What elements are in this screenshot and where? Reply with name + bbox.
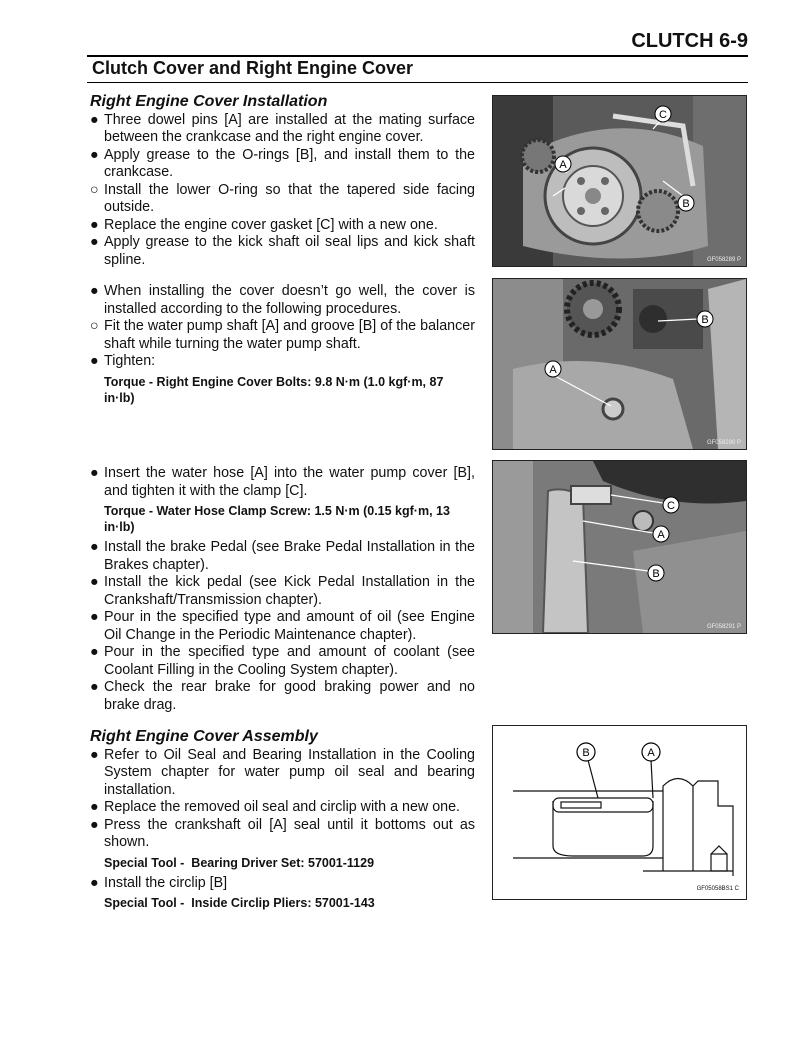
section-rule [87, 82, 748, 83]
callout-b [648, 565, 664, 581]
installation-title: Right Engine Cover Installation [90, 93, 328, 110]
assembly-block [90, 728, 475, 915]
figure-code: GF058289 P [706, 257, 741, 263]
callout-a [653, 526, 669, 542]
engine-cover-photo [492, 95, 747, 267]
list-item: ● Apply grease to the kick shaft oil seal lips and kick shaft spline. [90, 234, 475, 268]
list-item: ● Install the brake Pedal (see Brake Pedal Installation in the Brakes chapter). [90, 539, 475, 573]
list-item: ● Pour in the specified type and amount of coolant (see Coolant Filling in the Cooling System chapter). [90, 644, 475, 678]
svg-text:A: A [657, 529, 665, 541]
header-rule [87, 55, 748, 57]
list-item: ● When installing the cover doesn’t go well, the cover is installed according to the following procedures. [90, 283, 475, 317]
list-item: ● Install the circlip [B] [90, 874, 228, 891]
water-pump-shaft-photo [492, 278, 747, 450]
list-item: ● Tighten: [90, 353, 156, 369]
cover-procedure-block [90, 283, 475, 410]
section-title: Clutch Cover and Right Engine Cover [92, 58, 414, 78]
svg-text:A: A [559, 159, 567, 171]
list-item: ● Replace the removed oil seal and circlip with a new one. [90, 799, 461, 815]
svg-text:A: A [549, 364, 557, 376]
list-item: ● Insert the water hose [A] into the water pump cover [B], and tighten it with the clamp [C]. [90, 465, 475, 499]
special-tool-spec: Special Tool - Inside Circlip Pliers: 57001-143 [104, 896, 375, 910]
callout-b [697, 311, 713, 327]
svg-text:C: C [659, 109, 667, 121]
special-tool-spec: Special Tool - Bearing Driver Set: 57001-1129 [104, 855, 375, 870]
hose-block [90, 465, 475, 714]
callout-a [545, 361, 561, 377]
list-item: ○ Fit the water pump shaft [A] and groove [B] of the balancer shaft while turning the water pump shaft. [90, 318, 475, 352]
callout-a [555, 156, 571, 172]
list-item: ● Check the rear brake for good braking power and no brake drag. [90, 679, 475, 713]
svg-text:B: B [582, 747, 590, 759]
torque-spec: Torque - Right Engine Cover Bolts: 9.8 N·m (1.0 kgf·m, 87 in·lb) [104, 374, 444, 405]
figure-code: GF05058BS1 C [696, 886, 739, 892]
svg-text:B: B [652, 568, 660, 580]
list-item: ● Three dowel pins [A] are installed at the mating surface between the crankcase and the right engine cover. [90, 111, 475, 145]
list-item: ● Install the kick pedal (see Kick Pedal Installation in the Crankshaft/Transmission chapter). [90, 574, 475, 608]
oil-seal-diagram [492, 725, 747, 900]
callout-b [577, 743, 595, 761]
svg-text:C: C [667, 500, 675, 512]
list-item: ● Apply grease to the O-rings [B], and install them to the crankcase. [90, 146, 475, 180]
svg-text:B: B [701, 314, 709, 326]
callout-b [678, 195, 694, 211]
list-item: ● Pour in the specified type and amount of oil (see Engine Oil Change in the Periodic Maintenance chapter). [90, 609, 475, 643]
callout-c [655, 106, 671, 122]
torque-spec: Torque - Water Hose Clamp Screw: 1.5 N·m (0.15 kgf·m, 13 in·lb) [104, 504, 450, 534]
list-item: ● Replace the engine cover gasket [C] with a new one. [90, 216, 438, 233]
callout-a [642, 743, 660, 761]
page-header: CLUTCH 6-9 [631, 30, 748, 52]
figure-code: GF058290 P [706, 440, 741, 446]
water-hose-photo [492, 460, 747, 634]
installation-block [90, 93, 475, 269]
figure-code: GF058291 P [706, 624, 741, 630]
assembly-title: Right Engine Cover Assembly [90, 728, 318, 745]
list-item: ● Refer to Oil Seal and Bearing Installation in the Cooling System chapter for water pump oil seal and bearing installation. [90, 746, 475, 798]
svg-text:A: A [647, 747, 655, 759]
callout-c [663, 497, 679, 513]
list-item: ○ Install the lower O-ring so that the tapered side facing outside. [90, 181, 475, 215]
svg-text:B: B [682, 198, 690, 210]
list-item: ● Press the crankshaft oil [A] seal until it bottoms out as shown. [90, 816, 475, 850]
